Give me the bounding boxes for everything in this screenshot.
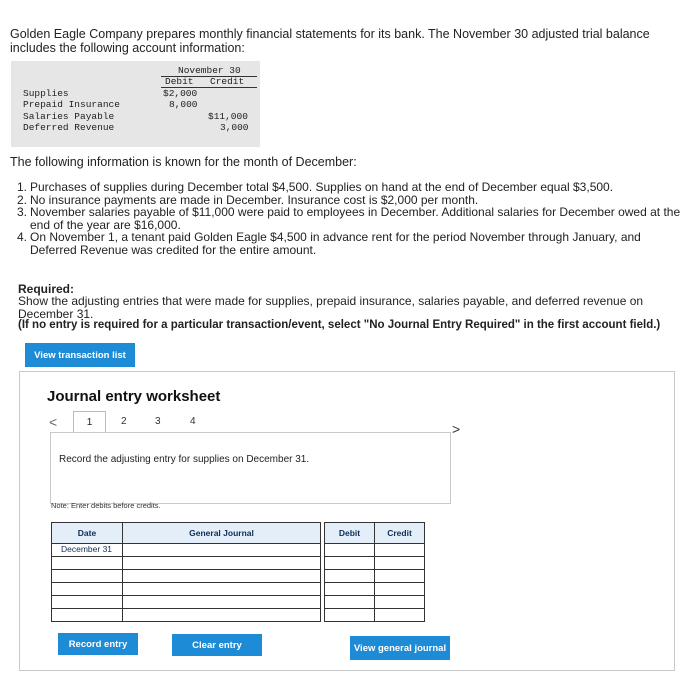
known-items-list (17, 181, 682, 256)
known-item: 2. No insurance payments are made in December. Insurance cost is $2,000 per month. (17, 192, 479, 207)
credit-input[interactable] (375, 596, 425, 609)
debit-input[interactable] (325, 570, 375, 583)
required-note: (If no entry is required for a particular transaction/event, select "No Journal Entry Required" in the first account field.) (18, 319, 661, 331)
prev-arrow-icon[interactable]: < (49, 414, 58, 430)
entry-prompt: Record the adjusting entry for supplies on December 31. (59, 454, 310, 465)
tb-debit-header: Debit (165, 76, 194, 87)
date-header: Date (52, 523, 123, 544)
tab-4[interactable]: 4 (190, 416, 196, 427)
journal-row (52, 609, 425, 622)
journal-entry-table (51, 522, 425, 622)
credit-input[interactable] (375, 570, 425, 583)
tb-account: Salaries Payable (23, 111, 115, 122)
account-input[interactable] (123, 609, 321, 622)
tb-credit-value: $11,000 (208, 111, 248, 122)
credit-header: Credit (375, 523, 425, 544)
required-heading: Required: (18, 282, 75, 296)
account-input[interactable] (123, 583, 321, 596)
debit-input[interactable] (325, 544, 375, 557)
date-cell (52, 596, 123, 609)
tab-2[interactable]: 2 (121, 416, 127, 427)
tb-account: Prepaid Insurance (23, 99, 120, 110)
entry-prompt-box (50, 432, 451, 504)
journal-row (52, 557, 425, 570)
record-entry-button[interactable]: Record entry (58, 633, 138, 655)
next-arrow-icon[interactable]: > (452, 421, 461, 437)
known-item: 3. November salaries payable of $11,000 were paid to employees in December. Additional salaries for December owed at the end of the year are $16,000. (17, 205, 681, 232)
account-input[interactable] (123, 557, 321, 570)
view-transaction-list-button[interactable]: View transaction list (25, 343, 135, 367)
intro-text: Golden Eagle Company prepares monthly financial statements for its bank. The November 30 adjusted trial balance includes the following account information: (10, 27, 650, 55)
credit-input[interactable] (375, 544, 425, 557)
trial-balance-table (11, 61, 260, 147)
tb-credit-header: Credit (210, 76, 245, 87)
tb-credit-value: 3,000 (220, 122, 249, 133)
debit-input[interactable] (325, 596, 375, 609)
date-cell (52, 583, 123, 596)
general-journal-header: General Journal (123, 523, 321, 544)
journal-row (52, 596, 425, 609)
known-heading: The following information is known for the month of December: (10, 155, 357, 169)
journal-row (52, 544, 425, 557)
journal-row (52, 570, 425, 583)
account-input[interactable] (123, 544, 321, 557)
debit-input[interactable] (325, 557, 375, 570)
worksheet-title: Journal entry worksheet (47, 388, 221, 405)
tb-period-header: November 30 (178, 65, 241, 76)
account-input[interactable] (123, 570, 321, 583)
debits-note: Note: Enter debits before credits. (51, 501, 161, 510)
clear-entry-button[interactable]: Clear entry (172, 634, 262, 656)
journal-worksheet-panel (19, 371, 675, 671)
tb-debit-value: 8,000 (169, 99, 198, 110)
account-input[interactable] (123, 596, 321, 609)
tb-account: Supplies (23, 88, 69, 99)
known-item: 1. Purchases of supplies during December total $4,500. Supplies on hand at the end of December equal $3,500. (17, 180, 614, 194)
credit-input[interactable] (375, 609, 425, 622)
tab-3[interactable]: 3 (155, 416, 161, 427)
tb-account: Deferred Revenue (23, 122, 115, 133)
tab-1[interactable]: 1 (73, 411, 106, 433)
tb-debit-value: $2,000 (163, 88, 198, 99)
credit-input[interactable] (375, 557, 425, 570)
debit-header: Debit (325, 523, 375, 544)
date-cell: December 31 (52, 544, 123, 557)
known-item: 4. On November 1, a tenant paid Golden Eagle $4,500 in advance rent for the period November through January, and Deferred Revenue was credited for the entire amount. (17, 230, 641, 257)
date-cell (52, 609, 123, 622)
date-cell (52, 570, 123, 583)
debit-input[interactable] (325, 609, 375, 622)
debit-input[interactable] (325, 583, 375, 596)
date-cell (52, 557, 123, 570)
view-general-journal-button[interactable]: View general journal (350, 636, 450, 660)
required-text: Show the adjusting entries that were made for supplies, prepaid insurance, salaries payable, and deferred revenue on December 31. (18, 294, 644, 321)
journal-row (52, 583, 425, 596)
credit-input[interactable] (375, 583, 425, 596)
